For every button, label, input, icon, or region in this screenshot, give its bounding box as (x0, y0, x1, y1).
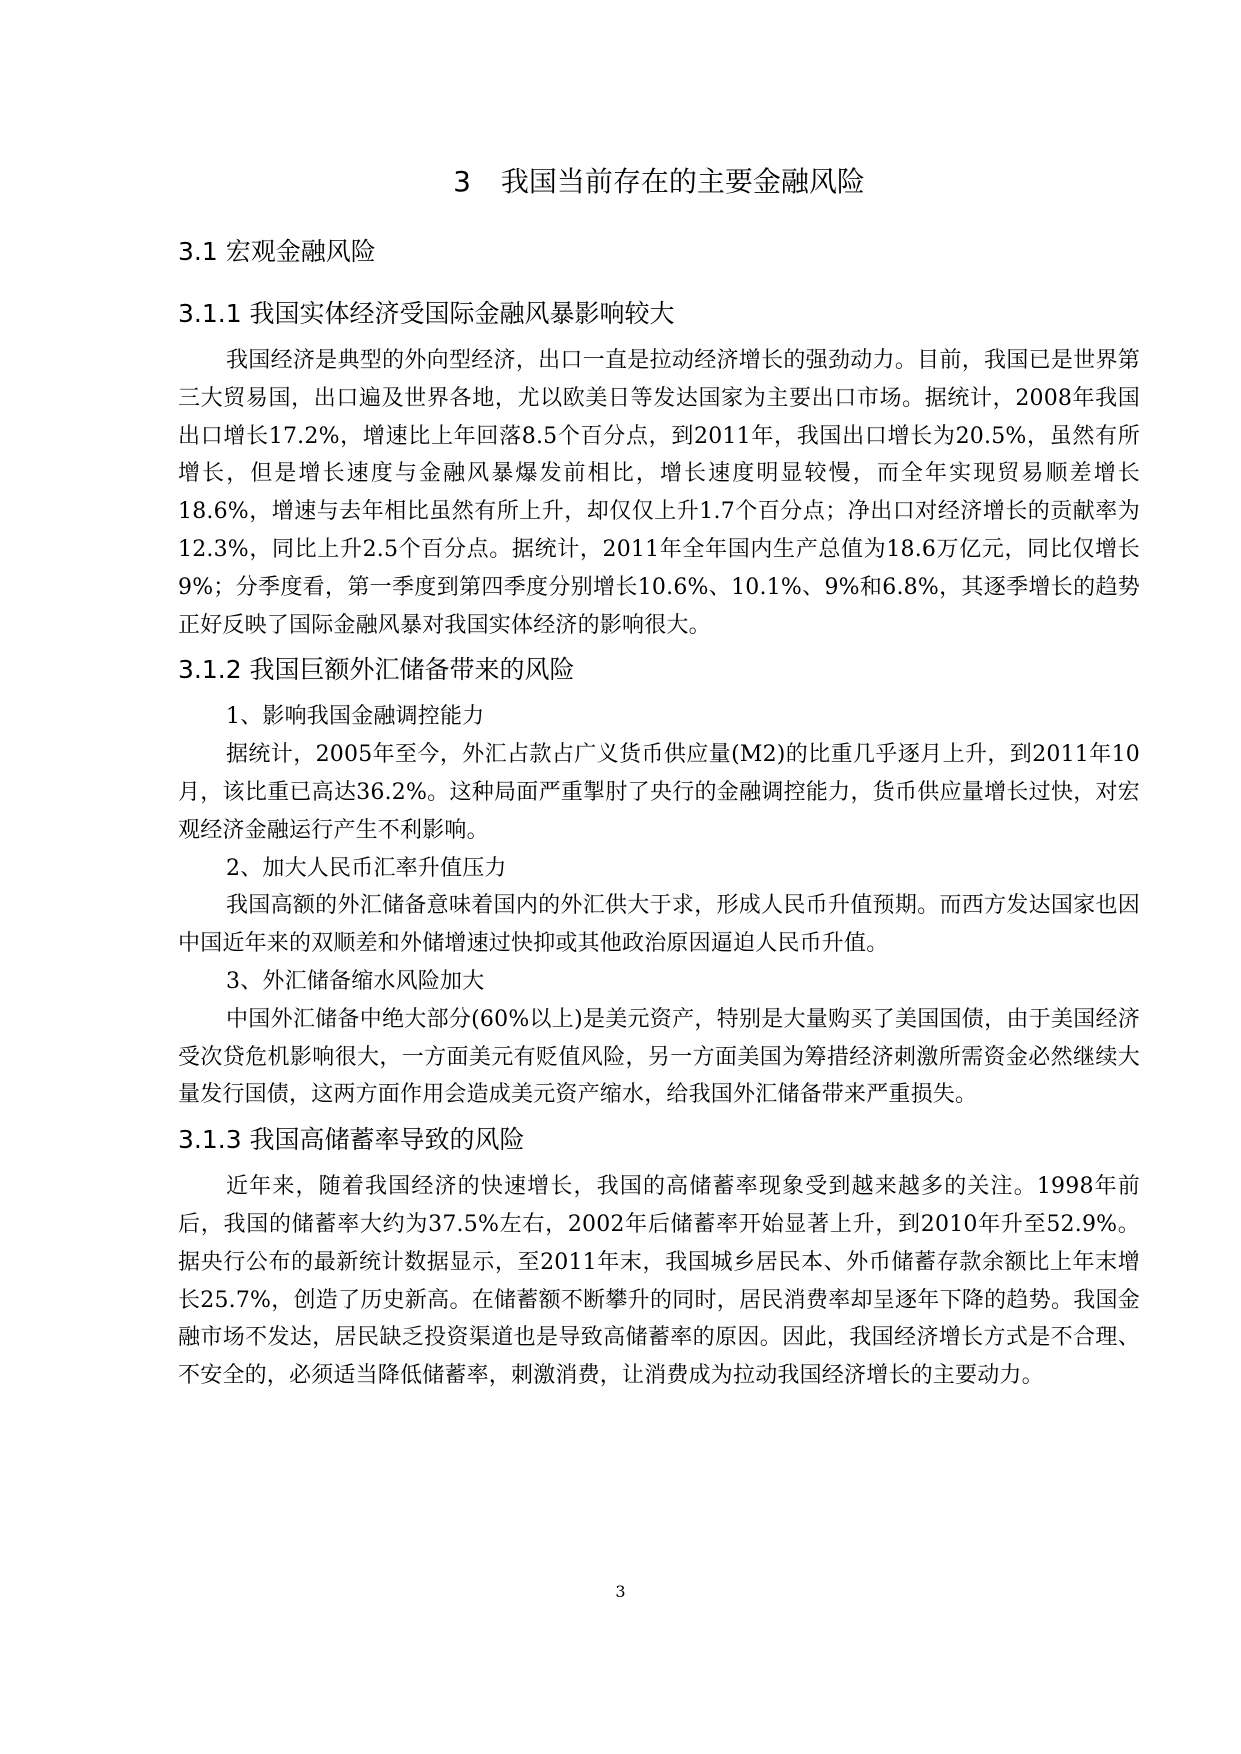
section-heading-3-1-2: 3.1.2 我国巨额外汇储备带来的风险 (178, 655, 575, 685)
paragraph-3-1-2-b: 我国高额的外汇储备意味着国内的外汇供大于求，形成人民币升值预期。而西方发达国家也因中国近年来的双顺差和外储增速过快抑或其他政治原因逼迫人民币升值。 (178, 893, 1140, 957)
paragraph-3-1-2-c: 中国外汇储备中绝大部分(60%以上)是美元资产，特别是大量购买了美国国债，由于美国经济受次贷危机影响很大，一方面美元有贬值风险，另一方面美国为筹措经济刺激所需资金必然继续大量发行国债，这两方面作用会造成美元资产缩水，给我国外汇储备带来严重损失。 (178, 1006, 1140, 1108)
section-heading-3-1-1: 3.1.1 我国实体经济受国际金融风暴影响较大 (178, 299, 675, 328)
chapter-title-text: 我国当前存在的主要金融风险 (500, 165, 865, 198)
page-content (178, 160, 1140, 1395)
chapter-title (178, 160, 1140, 204)
paragraph-3-1-1: 我国经济是典型的外向型经济，出口一直是拉动经济增长的强劲动力。目前，我国已是世界第三大贸易国，出口遍及世界各地，尤以欧美日等发达国家为主要出口市场。据统计，2008年我国出口增长17.2%，增速比上年回落8.5个百分点，到2011年，我国出口增长为20.5%，虽然有所增长，但是增长速度与金融风暴爆发前相比，增长速度明显较慢，而全年实现贸易顺差增长18.6%，增速与去年相比虽然有所上升，却仅仅上升1.7个百分点；净出口对经济增长的贡献率为12.3%，同比上升2.5个百分点。据统计，2011年全年国内生产总值为18.6万亿元，同比仅增长9%；分季度看，第一季度到第四季度分别增长10.6%、10.1%、9%和6.8%，其逐季增长的趋势正好反映了国际金融风暴对我国实体经济的影响很大。 (178, 348, 1140, 638)
list-item-2: 2、加大人民币汇率升值压力 (226, 855, 507, 881)
chapter-number: 3 (453, 165, 471, 198)
section-heading-3-1: 3.1 宏观金融风险 (178, 237, 376, 266)
page-number: 3 (615, 1582, 626, 1601)
list-item-1: 1、影响我国金融调控能力 (226, 704, 485, 730)
section-heading-3-1-3: 3.1.3 我国高储蓄率导致的风险 (178, 1125, 525, 1155)
paragraph-3-1-2-a: 据统计，2005年至今，外汇占款占广义货币供应量(M2)的比重几乎逐月上升，到2011年10月，该比重已高达36.2%。这种局面严重掣肘了央行的金融调控能力，货币供应量增长过快，对宏观经济金融运行产生不利影响。 (178, 742, 1140, 843)
list-item-3: 3、外汇储备缩水风险加大 (226, 968, 485, 994)
paragraph-3-1-3: 近年来，随着我国经济的快速增长，我国的高储蓄率现象受到越来越多的关注。1998年前后，我国的储蓄率大约为37.5%左右，2002年后储蓄率开始显著上升，到2010年升至52.9%。据央行公布的最新统计数据显示，至2011年末，我国城乡居民本、外币储蓄存款余额比上年末增长25.7%，创造了历史新高。在储蓄额不断攀升的同时，居民消费率却呈逐年下降的趋势。我国金融市场不发达，居民缺乏投资渠道也是导致高储蓄率的原因。因此，我国经济增长方式是不合理、不安全的，必须适当降低储蓄率，刺激消费，让消费成为拉动我国经济增长的主要动力。 (178, 1174, 1140, 1389)
